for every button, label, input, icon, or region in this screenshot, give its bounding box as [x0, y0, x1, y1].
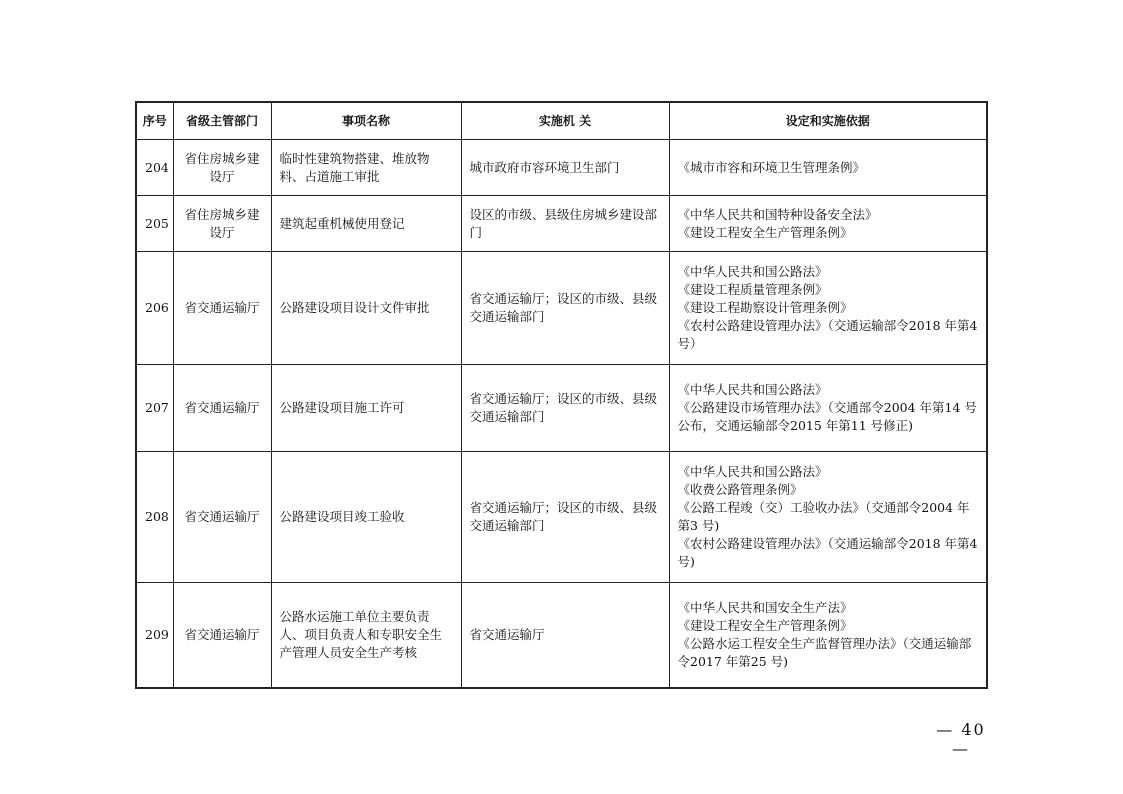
row-basis	[669, 252, 987, 365]
basis-line: 《中华人民共和国公路法》	[677, 264, 828, 279]
table-row	[136, 140, 987, 196]
row-dept: 省住房城乡建设厅	[173, 140, 271, 196]
row-no: 206	[136, 252, 173, 365]
row-item: 建筑起重机械使用登记	[271, 196, 461, 252]
row-item: 公路建设项目施工许可	[271, 365, 461, 452]
row-basis	[669, 196, 987, 252]
row-agency: 省交通运输厅；设区的市级、县级交通运输部门	[461, 452, 669, 583]
basis-line: 《公路工程竣（交）工验收办法》（交通部令2004 年第3 号)	[677, 500, 970, 533]
header-agency: 实施机 关	[461, 102, 669, 140]
basis-line: 《建设工程安全生产管理条例》	[677, 224, 853, 240]
row-agency: 城市政府市容环境卫生部门	[461, 140, 669, 196]
header-row	[136, 102, 987, 140]
header-dept: 省级主管部门	[173, 102, 271, 140]
page-number: — 40 —	[936, 720, 986, 758]
table-row	[136, 365, 987, 452]
row-item: 公路建设项目竣工验收	[271, 452, 461, 583]
row-no: 204	[136, 140, 173, 196]
row-agency: 设区的市级、县级住房城乡建设部门	[461, 196, 669, 252]
header-basis: 设定和实施依据	[669, 102, 987, 140]
row-dept: 省交通运输厅	[173, 252, 271, 365]
basis-line: 《收费公路管理条例》	[677, 482, 803, 497]
basis-line: 《公路建设市场管理办法》（交通部令2004 年第14 号公布，交通运输部令2015 年第11 号修正)	[677, 400, 977, 433]
row-basis	[669, 583, 987, 689]
basis-line: 《中华人民共和国公路法》	[677, 382, 828, 397]
basis-line: 《中华人民共和国安全生产法》	[677, 600, 853, 615]
row-basis	[669, 365, 987, 452]
row-dept: 省交通运输厅	[173, 365, 271, 452]
header-no: 序号	[136, 102, 173, 140]
basis-line: 《中华人民共和国特种设备安全法》	[677, 206, 878, 222]
basis-line: 《农村公路建设管理办法》（交通运输部令2018 年第4 号）	[677, 318, 978, 351]
row-agency: 省交通运输厅	[461, 583, 669, 689]
basis-line: 《建设工程安全生产管理条例》	[677, 618, 853, 633]
row-no: 207	[136, 365, 173, 452]
basis-line: 《公路水运工程安全生产监督管理办法》（交通运输部令2017 年第25 号)	[677, 636, 972, 669]
basis-line: 《中华人民共和国公路法》	[677, 464, 828, 479]
table-row	[136, 583, 987, 689]
row-dept: 省交通运输厅	[173, 452, 271, 583]
row-no: 208	[136, 452, 173, 583]
row-item: 公路建设项目设计文件审批	[271, 252, 461, 365]
row-dept: 省交通运输厅	[173, 583, 271, 689]
table-row	[136, 252, 987, 365]
row-item: 公路水运施工单位主要负责人、项目负责人和专职安全生产管理人员安全生产考核	[271, 583, 461, 689]
basis-line: 《建设工程质量管理条例》	[677, 282, 828, 297]
approval-items-table	[135, 101, 988, 689]
table-row	[136, 452, 987, 583]
row-no: 209	[136, 583, 173, 689]
header-item: 事项名称	[271, 102, 461, 140]
basis-line: 《农村公路建设管理办法》（交通运输部令2018 年第4 号)	[677, 536, 978, 569]
row-dept: 省住房城乡建设厅	[173, 196, 271, 252]
row-basis	[669, 140, 987, 196]
basis-line: 《城市市容和环境卫生管理条例》	[677, 159, 866, 175]
row-no: 205	[136, 196, 173, 252]
row-agency: 省交通运输厅；设区的市级、县级交通运输部门	[461, 252, 669, 365]
row-item: 临时性建筑物搭建、堆放物料、占道施工审批	[271, 140, 461, 196]
row-basis	[669, 452, 987, 583]
row-agency: 省交通运输厅；设区的市级、县级交通运输部门	[461, 365, 669, 452]
table-row	[136, 196, 987, 252]
basis-line: 《建设工程勘察设计管理条例》	[677, 300, 853, 315]
